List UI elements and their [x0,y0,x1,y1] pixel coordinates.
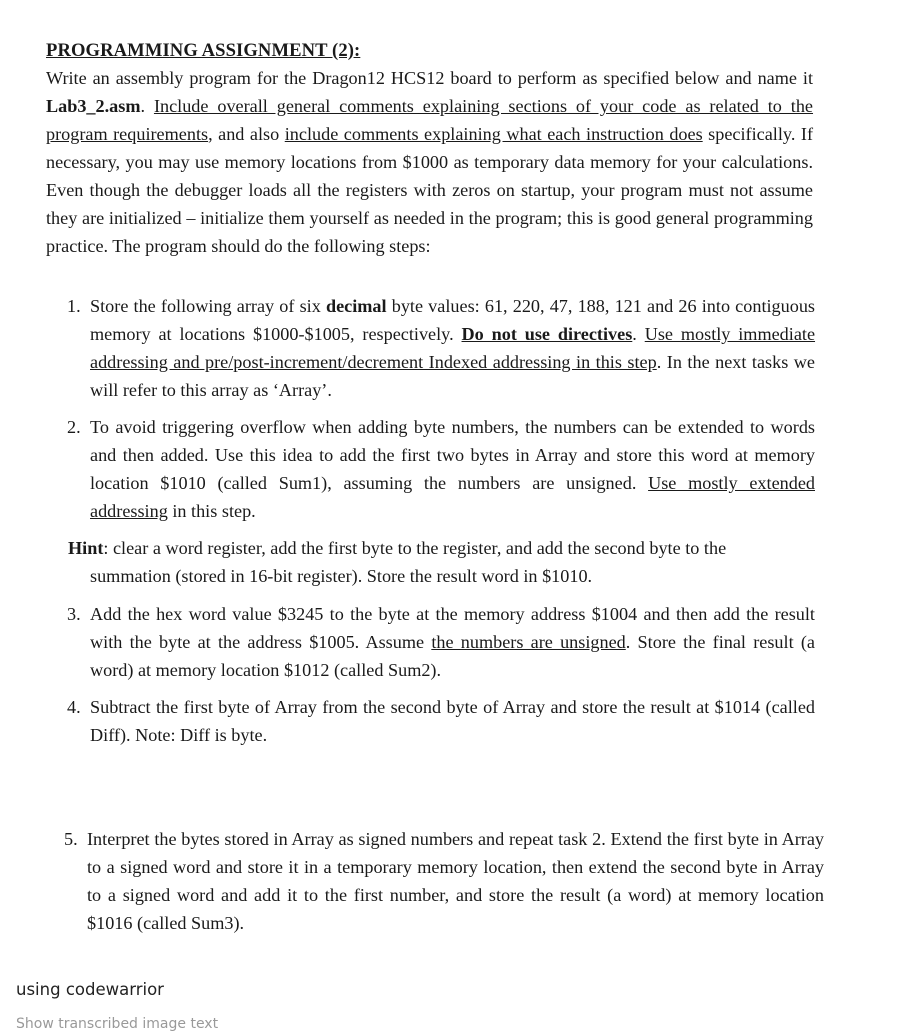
hint-text-line-2: summation (stored in 16-bit register). Store the result word in $1010. [90,566,593,586]
step-1 [67,292,816,404]
intro-underlined-2: include comments explaining what each instruction does [284,124,703,144]
step-text: byte values: 61, 220, 47, 188, 121 and 26 into contiguous memory at locations $1000-$1005, respectively. [90,296,816,344]
step-underlined-text: Use mostly immediate addressing and pre/post-increment/decrement Indexed addressing in this step [90,324,816,372]
step-text: Add the hex word value $3245 to the byte at the memory address $1004 and then add the result with the byte at the address $1005. Assume [90,604,815,652]
step-underlined-text: the numbers are unsigned [431,632,626,652]
step-2 [67,413,815,525]
step-4 [67,693,815,749]
step-number: 1. [67,296,81,316]
hint-label: Hint [68,538,104,558]
step-number: 5. [64,829,78,849]
program-filename: Lab3_2.asm [46,96,141,116]
step-text: in this step. [167,501,256,521]
step-bold-underlined-text: Do not use directives [461,324,633,344]
step-number: 3. [67,604,81,624]
hint-paragraph [68,534,813,590]
assignment-heading: PROGRAMMING ASSIGNMENT (2): [46,40,361,61]
step-number: 4. [67,697,81,717]
show-transcribed-text-link[interactable]: Show transcribed image text [16,1016,219,1032]
step-text: . In the next tasks we will refer to this array as ‘Array’. [90,352,816,400]
step-text: Store the following array of six [90,296,326,316]
step-number: 2. [67,417,81,437]
step-3 [67,600,815,684]
hint-text-line-1: : clear a word register, add the first byte to the register, and add the second byte to the [103,538,727,558]
intro-text-1: Write an assembly program for the Dragon12 HCS12 board to perform as specified below and name it [46,68,813,88]
intro-paragraph [46,64,813,260]
step-text: . [632,324,645,344]
step-5 [64,825,824,937]
intro-text-2: . [140,96,154,116]
step-underlined-text: Use mostly extended addressing [90,473,815,521]
intro-text-3: , and also [208,124,285,144]
step-text: Subtract the first byte of Array from the second byte of Array and store the result at $1014 (called Diff). Note: Diff is byte. [90,697,815,745]
intro-underlined-1: Include overall general comments explaining sections of your code as related to the program requirements [46,96,814,144]
step-text: Interpret the bytes stored in Array as signed numbers and repeat task 2. Extend the first byte in Array to a signed word and store it in a temporary memory location, then extend the second byte in Array to a signed word and add it to the first number, and store the result (a word) at memory location $1016 (called Sum3). [87,829,824,933]
step-bold-text: decimal [325,296,387,316]
step-text: . Store the final result (a word) at memory location $1012 (called Sum2). [90,632,815,680]
step-text: To avoid triggering overflow when adding byte numbers, the numbers can be extended to words and then added. Use this idea to add the first two bytes in Array and store this word at memory location $1010 (called Sum1), assuming the numbers are unsigned. [90,417,815,493]
question-caption: using codewarrior [16,980,164,999]
intro-text-4: specifically. If necessary, you may use memory locations from $1000 as temporary data memory for your calculations. Even though the debugger loads all the registers with zeros on startup, your program must not assume they are initialized – initialize them yourself as needed in the program; this is good general programming practice. The program should do the following steps: [46,124,814,256]
